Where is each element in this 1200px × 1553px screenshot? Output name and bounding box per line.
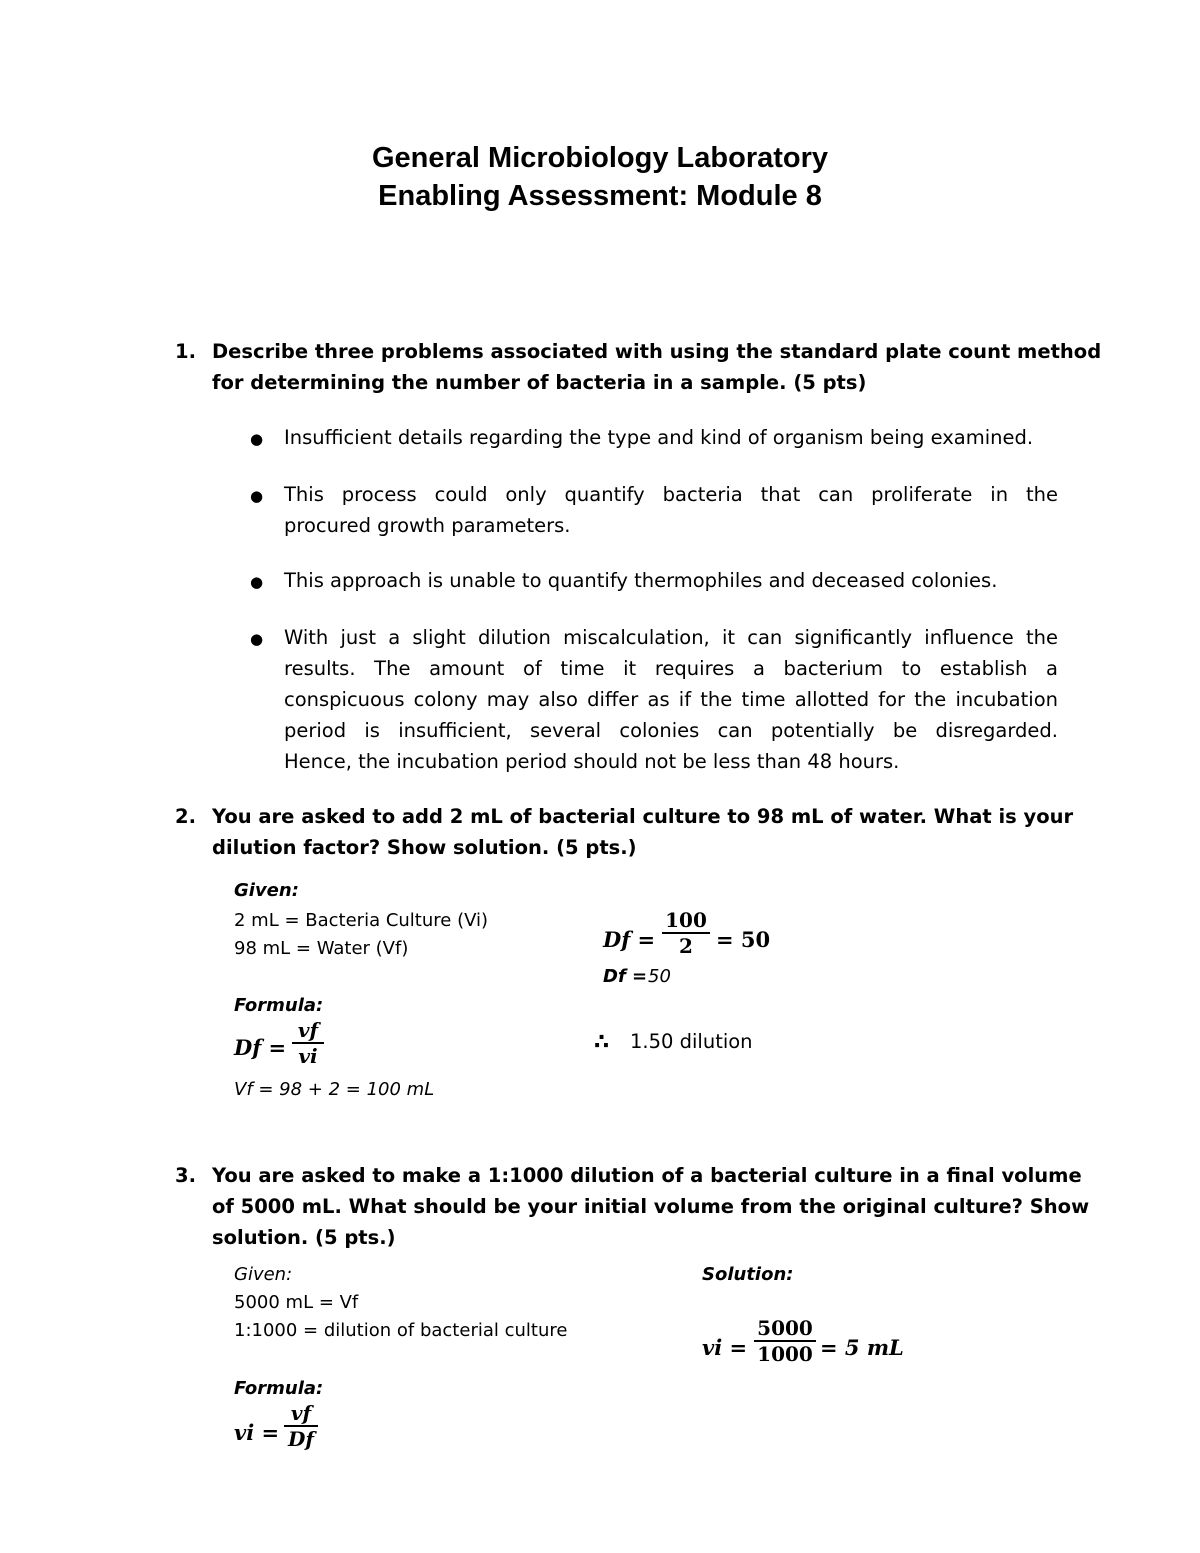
- q2-solution-numerator: 100: [665, 908, 707, 932]
- question-3-text-line-1: You are asked to make a 1:1000 dilution of a bacterial culture in a final volume: [212, 1164, 1082, 1187]
- question-2-number: 2.: [175, 805, 196, 828]
- q1-bullet-2-line-2: procured growth parameters.: [284, 514, 571, 537]
- q2-conclusion: 1.50 dilution: [630, 1030, 753, 1053]
- q2-solution-lhs: Df =: [603, 927, 656, 952]
- q3-given-1: 5000 mL = Vf: [234, 1292, 359, 1313]
- question-2-text-line-2: dilution factor? Show solution. (5 pts.): [212, 836, 637, 859]
- q3-given-label: Given:: [234, 1264, 293, 1285]
- q2-formula-denominator: vi: [298, 1044, 318, 1068]
- q2-given-1: 2 mL = Bacteria Culture (Vi): [234, 910, 489, 931]
- q2-given-2: 98 mL = Water (Vf): [234, 938, 409, 959]
- q1-bullet-2-line-1: This process could only quantify bacteria that can proliferate in the: [284, 483, 1058, 506]
- q2-formula-numerator: vf: [297, 1018, 319, 1042]
- q3-formula-label: Formula:: [234, 1378, 324, 1399]
- question-3-text-line-2: of 5000 mL. What should be your initial volume from the original culture? Show: [212, 1195, 1090, 1218]
- bullet-icon: ●: [250, 630, 264, 648]
- question-3-text-line-3: solution. (5 pts.): [212, 1226, 396, 1249]
- question-1-number: 1.: [175, 340, 196, 363]
- question-2-text-line-1: You are asked to add 2 mL of bacterial culture to 98 mL of water. What is your: [212, 805, 1074, 828]
- q2-formula-fraction: [292, 1018, 324, 1068]
- q2-df-value: 50: [648, 966, 671, 987]
- q3-solution-lhs: vi =: [702, 1335, 748, 1360]
- q1-bullet-4-line-1: With just a slight dilution miscalculation, it can significantly influence the: [284, 626, 1058, 649]
- q1-bullet-3: This approach is unable to quantify thermophiles and deceased colonies.: [284, 569, 998, 592]
- q1-bullet-1: Insufficient details regarding the type and kind of organism being examined.: [284, 426, 1034, 449]
- q3-formula-fraction: [284, 1401, 318, 1451]
- q2-df-label: Df =: [603, 966, 648, 987]
- q1-bullet-4-line-5: Hence, the incubation period should not be less than 48 hours.: [284, 750, 900, 773]
- q2-formula-lhs: Df =: [234, 1035, 287, 1060]
- therefore-icon: ∴: [594, 1030, 610, 1055]
- q2-solution-rhs: = 50: [716, 927, 771, 952]
- q2-solution-denominator: 2: [679, 934, 693, 958]
- title-line-2: Enabling Assessment: Module 8: [378, 180, 822, 212]
- q3-solution-numerator: 5000: [757, 1316, 813, 1340]
- q1-bullet-4-line-3: conspicuous colony may also differ as if the time allotted for the incubation: [284, 688, 1058, 711]
- q3-solution-fraction: [754, 1316, 816, 1366]
- q3-formula-numerator: vf: [290, 1401, 312, 1425]
- bullet-icon: ●: [250, 573, 264, 591]
- q3-solution-label: Solution:: [702, 1264, 794, 1285]
- q2-solution-fraction: [662, 908, 710, 958]
- q3-solution-denominator: 1000: [757, 1342, 813, 1366]
- q2-vf-calculation: Vf = 98 + 2 = 100 mL: [234, 1079, 435, 1100]
- title-line-1: General Microbiology Laboratory: [371, 142, 829, 174]
- q2-given-label: Given:: [234, 880, 299, 901]
- q3-given-2: 1:1000 = dilution of bacterial culture: [234, 1320, 568, 1341]
- q1-bullet-4-line-4: period is insufficient, several colonies can potentially be disregarded.: [284, 719, 1058, 742]
- q1-bullet-4-line-2: results. The amount of time it requires a bacterium to establish a: [284, 657, 1058, 680]
- question-3-number: 3.: [175, 1164, 196, 1187]
- question-1-text-line-2: for determining the number of bacteria in a sample. (5 pts): [212, 371, 867, 394]
- q3-solution-rhs: = 5 mL: [820, 1335, 904, 1360]
- question-1-text-line-1: Describe three problems associated with using the standard plate count method: [212, 340, 1102, 363]
- q3-formula-lhs: vi =: [234, 1420, 280, 1445]
- q2-formula-label: Formula:: [234, 995, 324, 1016]
- bullet-icon: ●: [250, 487, 264, 505]
- q3-formula-denominator: Df: [288, 1427, 314, 1451]
- bullet-icon: ●: [250, 430, 264, 448]
